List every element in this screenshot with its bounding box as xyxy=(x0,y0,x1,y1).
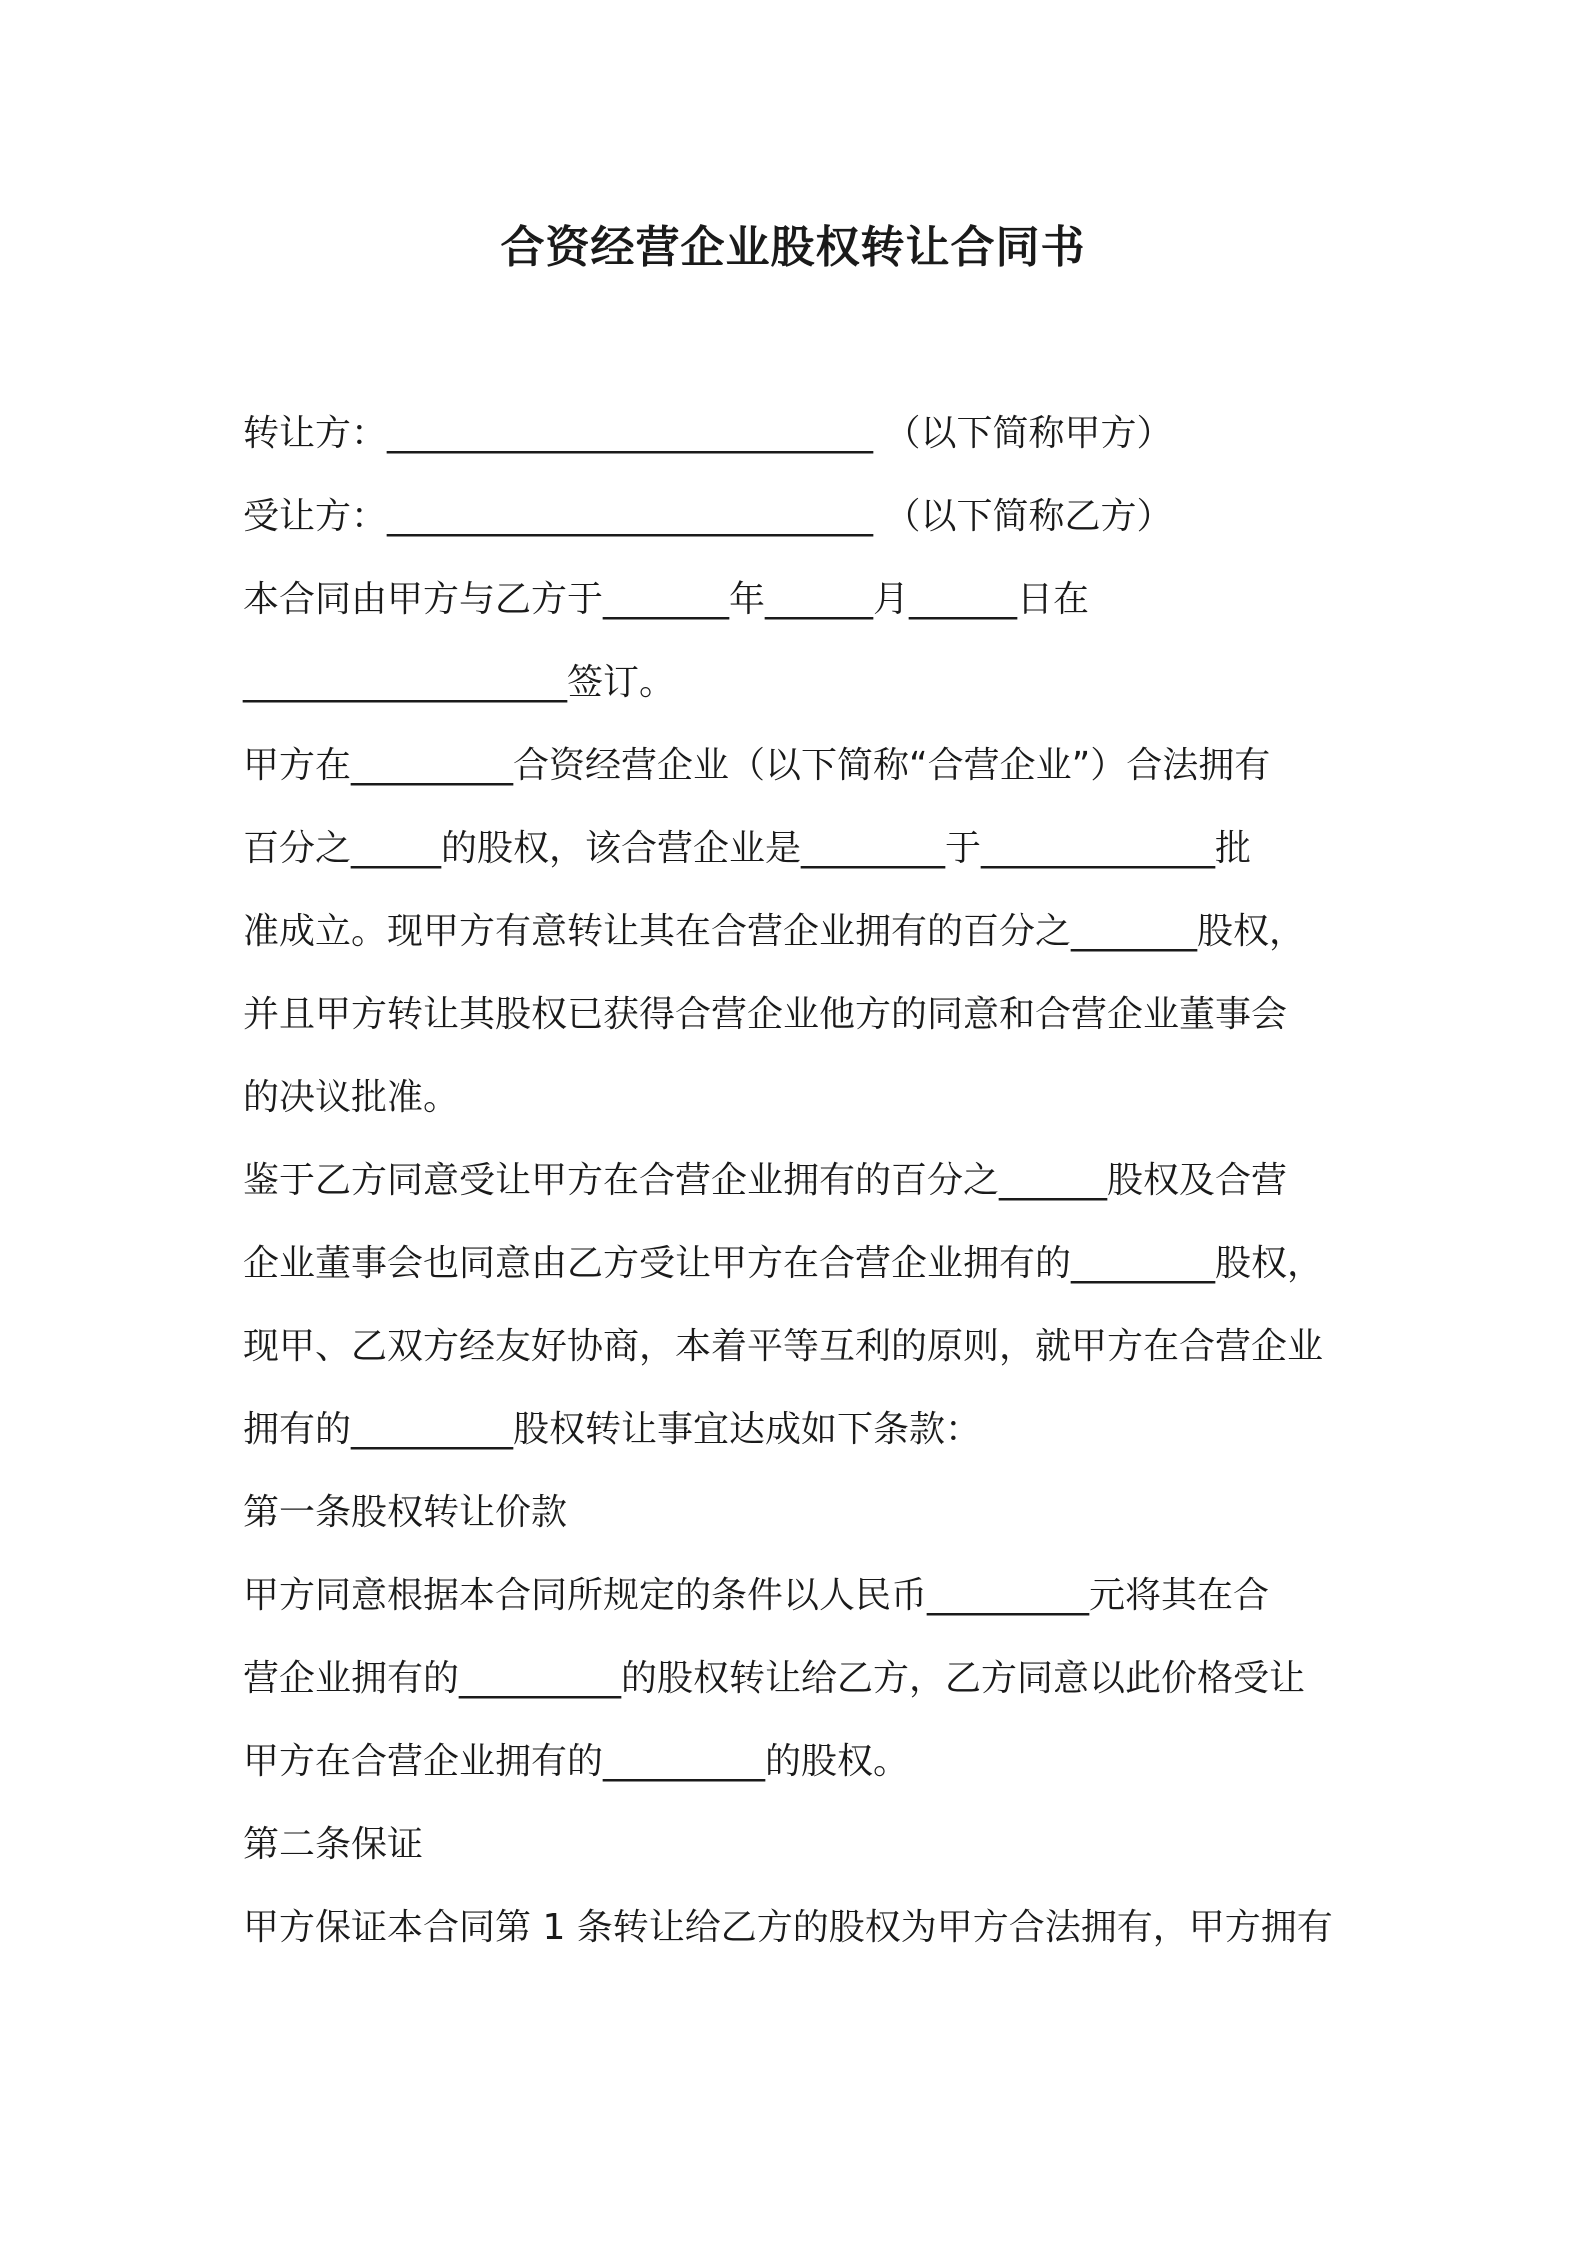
text-line: 百分之_____的股权，该合营企业是________于_____________批 xyxy=(243,828,1252,869)
text-line: __________________签订。 xyxy=(243,662,676,703)
text-line: 拥有的_________股权转让事宜达成如下条款： xyxy=(243,1409,982,1450)
text-line: 的决议批准。 xyxy=(243,1077,460,1118)
text-line: 营企业拥有的_________的股权转让给乙方，乙方同意以此价格受让 xyxy=(243,1658,1306,1699)
text-line: 甲方保证本合同第 1 条转让给乙方的股权为甲方合法拥有，甲方拥有 xyxy=(243,1907,1333,1948)
text-line: 本合同由甲方与乙方于_______年______月______日在 xyxy=(243,579,1090,620)
text-line: 甲方同意根据本合同所规定的条件以人民币_________元将其在合 xyxy=(243,1575,1270,1616)
text-line: 甲方在合营企业拥有的_________的股权。 xyxy=(243,1741,910,1782)
text-line: 并且甲方转让其股权已获得合营企业他方的同意和合营企业董事会 xyxy=(243,994,1288,1035)
text-line-transferor: 转让方：___________________________ （以下简称甲方） xyxy=(243,413,1173,454)
text-line: 鉴于乙方同意受让甲方在合营企业拥有的百分之______股权及合营 xyxy=(243,1160,1288,1201)
document-title: 合资经营企业股权转让合同书 xyxy=(500,222,1086,273)
text-line: 准成立。现甲方有意转让其在合营企业拥有的百分之_______股权， xyxy=(243,911,1306,952)
section-heading-guarantee: 第二条保证 xyxy=(243,1824,424,1865)
text-line: 甲方在_________合资经营企业（以下简称“合营企业”）合法拥有 xyxy=(243,745,1271,786)
section-heading-price: 第一条股权转让价款 xyxy=(243,1492,568,1533)
text-line: 企业董事会也同意由乙方受让甲方在合营企业拥有的________股权， xyxy=(243,1243,1324,1284)
text-line: 现甲、乙双方经友好协商，本着平等互利的原则，就甲方在合营企业 xyxy=(243,1326,1324,1367)
text-line-transferee: 受让方：___________________________ （以下简称乙方） xyxy=(243,496,1173,537)
